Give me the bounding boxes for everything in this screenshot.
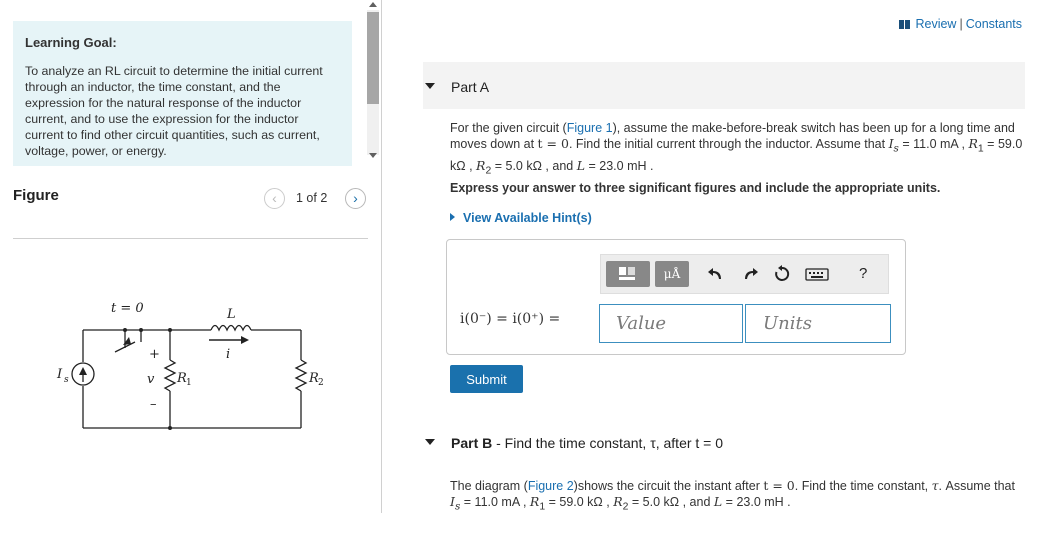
question-text: )shows the circuit the instant after — [573, 479, 764, 493]
circuit-label-source: I — [57, 367, 63, 382]
part-b-label: Part B — [451, 435, 493, 451]
left-panel — [0, 0, 382, 534]
part-b-subtitle: - Find the time constant, τ, after t = 0 — [492, 435, 724, 451]
scroll-down-icon[interactable] — [369, 153, 377, 158]
question-text: ), assume the make-before-break switch has been up for a long time and moves down at — [450, 121, 1015, 151]
undo-icon[interactable] — [707, 265, 725, 283]
learning-goal-box — [13, 21, 352, 166]
scrollbar-thumb[interactable] — [367, 12, 379, 104]
circuit-label-inductor: L — [227, 307, 236, 322]
chevron-left-icon: ‹ — [272, 190, 277, 206]
r2-value: 5.0 kΩ — [505, 158, 542, 173]
header-links — [899, 17, 1022, 31]
figure-divider — [13, 238, 368, 239]
submit-button[interactable]: Submit — [450, 365, 523, 393]
is-value: 11.0 mA — [913, 137, 959, 151]
circuit-label-r2: R — [309, 371, 319, 386]
figure-next-button[interactable] — [345, 188, 366, 209]
collapse-triangle-icon[interactable] — [425, 83, 435, 89]
hint-label[interactable]: View Available Hint(s) — [463, 211, 592, 225]
circuit-label-current: i — [226, 347, 231, 362]
math-t-eq: t = 0 — [763, 478, 795, 493]
question-text: The diagram ( — [450, 479, 528, 493]
circuit-label-t0: t = 0 — [111, 301, 144, 316]
scroll-up-icon[interactable] — [369, 2, 377, 7]
is-value: 11.0 mA — [474, 495, 520, 509]
circuit-diagram — [13, 290, 353, 440]
units-input[interactable] — [745, 304, 891, 343]
r2-value: 5.0 kΩ — [642, 495, 680, 509]
question-text: . Assume that — [938, 479, 1015, 493]
circuit-label-r1-sub: 1 — [186, 378, 192, 388]
review-link[interactable]: Review — [915, 17, 957, 31]
chevron-right-icon: › — [353, 190, 358, 206]
question-text: . Find the initial current through the inductor. Assume that — [568, 137, 889, 151]
l-value: 23.0 mH — [599, 158, 647, 173]
learning-goal-title: Learning Goal: — [25, 35, 117, 50]
figure-title: Figure — [13, 187, 59, 204]
panel-divider — [381, 0, 382, 513]
part-b-question: The diagram (Figure 2)shows the circuit the instant after t = 0. Find the time constant, τ. Assume that $I_s = 11.0$ mA , $R_1 = 59.0$ kΩ , $R_2 = 5.0$ kΩ , and L = 23.0 mH . — [450, 478, 1015, 513]
value-input[interactable] — [599, 304, 743, 343]
circuit-label-r1: R — [177, 371, 187, 386]
part-a-question: For the given circuit (Figure 1), assume the make-before-break switch has been up for a long time and moves down at t = 0. Find the initial current through the inductor. Assume that $I_s = 11.0$ mA , $R_1 = 59.0$ kΩ , $R_2 = 5.0$ kΩ , and L = 23.0 mH . — [450, 121, 1023, 176]
math-toolbar — [600, 254, 889, 294]
circuit-label-voltage: v — [147, 372, 155, 387]
question-text: For the given circuit ( — [450, 121, 567, 135]
part-a-header[interactable] — [423, 62, 1025, 109]
circuit-label-source-sub: s — [64, 375, 69, 385]
equation-label: i(0⁻) = i(0⁺) = — [460, 311, 561, 327]
caret-right-icon — [450, 213, 455, 221]
keyboard-icon[interactable] — [805, 265, 829, 283]
figure-counter: 1 of 2 — [296, 191, 328, 205]
math-tau: τ — [931, 478, 939, 493]
part-a-title[interactable]: Part A — [451, 79, 490, 95]
templates-button[interactable] — [606, 261, 650, 287]
reset-icon[interactable] — [773, 265, 791, 283]
figure-1-link[interactable]: Figure 1 — [566, 121, 613, 135]
help-icon[interactable]: ? — [859, 265, 868, 282]
figure-header — [13, 186, 368, 210]
r1-value: 59.0 kΩ — [559, 495, 603, 509]
template-icon — [606, 261, 650, 287]
bookmark-icon — [899, 20, 911, 29]
l-value: 23.0 mH — [736, 495, 784, 509]
question-text: . Find the time constant, — [794, 479, 932, 493]
part-b-title[interactable] — [451, 435, 723, 451]
link-separator: | — [959, 17, 963, 31]
answer-instruction: Express your answer to three significant figures and include the appropriate units. — [450, 181, 941, 195]
collapse-triangle-icon[interactable] — [425, 439, 435, 445]
circuit-label-r2-sub: 2 — [318, 378, 324, 388]
answer-box — [446, 239, 906, 355]
hint-toggle[interactable] — [450, 211, 592, 225]
circuit-label-minus: – — [150, 397, 157, 412]
learning-goal-text: To analyze an RL circuit to determine the initial current through an inductor, the time constant, and the expression for the natural response of the inductor current, and to use the expression for the inductor current to find other circuit quantities, such as current, voltage, power, or energy. — [25, 64, 323, 158]
scrollbar[interactable] — [366, 0, 380, 170]
r1-value: 59.0 kΩ — [450, 137, 1023, 173]
figure-prev-button[interactable] — [264, 188, 285, 209]
circuit-label-plus: + — [149, 347, 160, 362]
figure-2-link[interactable]: Figure 2 — [527, 479, 574, 493]
constants-link[interactable]: Constants — [965, 17, 1022, 31]
redo-icon[interactable] — [741, 265, 759, 283]
math-t-eq: t = 0 — [537, 136, 569, 151]
units-button[interactable]: μÅ — [655, 261, 689, 287]
